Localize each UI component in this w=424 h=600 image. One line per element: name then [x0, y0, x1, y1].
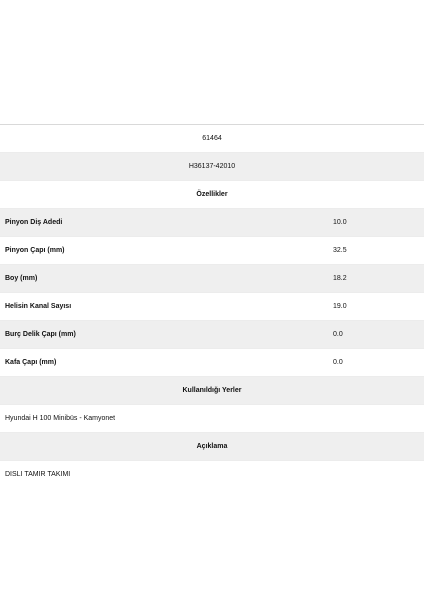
- feature-row: [0, 292, 424, 320]
- feature-value: 0.0: [333, 331, 343, 338]
- usage-row: [0, 404, 424, 432]
- feature-value: 10.0: [333, 219, 347, 226]
- description-heading: Açıklama: [196, 443, 228, 450]
- feature-row: [0, 264, 424, 292]
- usage-header-row: [0, 376, 424, 404]
- feature-row: [0, 208, 424, 236]
- usage-heading: Kullanıldığı Yerler: [182, 387, 242, 394]
- feature-label: Burç Delik Çapı (mm): [5, 331, 76, 338]
- description-text: DISLI TAMIR TAKIMI: [5, 471, 71, 478]
- product-spec-table: [0, 124, 424, 488]
- features-heading: Özellikler: [196, 191, 228, 198]
- feature-label: Boy (mm): [5, 275, 38, 282]
- feature-row: [0, 236, 424, 264]
- feature-label: Helisin Kanal Sayısı: [5, 303, 72, 310]
- feature-value: 32.5: [333, 247, 347, 254]
- oem-code: H36137-42010: [188, 163, 236, 170]
- product-code-row: [0, 124, 424, 152]
- description-row: [0, 460, 424, 488]
- feature-label: Pinyon Çapı (mm): [5, 247, 65, 254]
- feature-label: Pinyon Diş Adedi: [5, 219, 63, 226]
- feature-row: [0, 348, 424, 376]
- feature-value: 18.2: [333, 275, 347, 282]
- feature-row: [0, 320, 424, 348]
- features-header-row: [0, 180, 424, 208]
- feature-label: Kafa Çapı (mm): [5, 359, 57, 366]
- usage-text: Hyundai H 100 Minibüs - Kamyonet: [5, 415, 116, 422]
- feature-value: 19.0: [333, 303, 347, 310]
- description-header-row: [0, 432, 424, 460]
- oem-code-row: [0, 152, 424, 180]
- feature-value: 0.0: [333, 359, 343, 366]
- product-code: 61464: [202, 135, 222, 142]
